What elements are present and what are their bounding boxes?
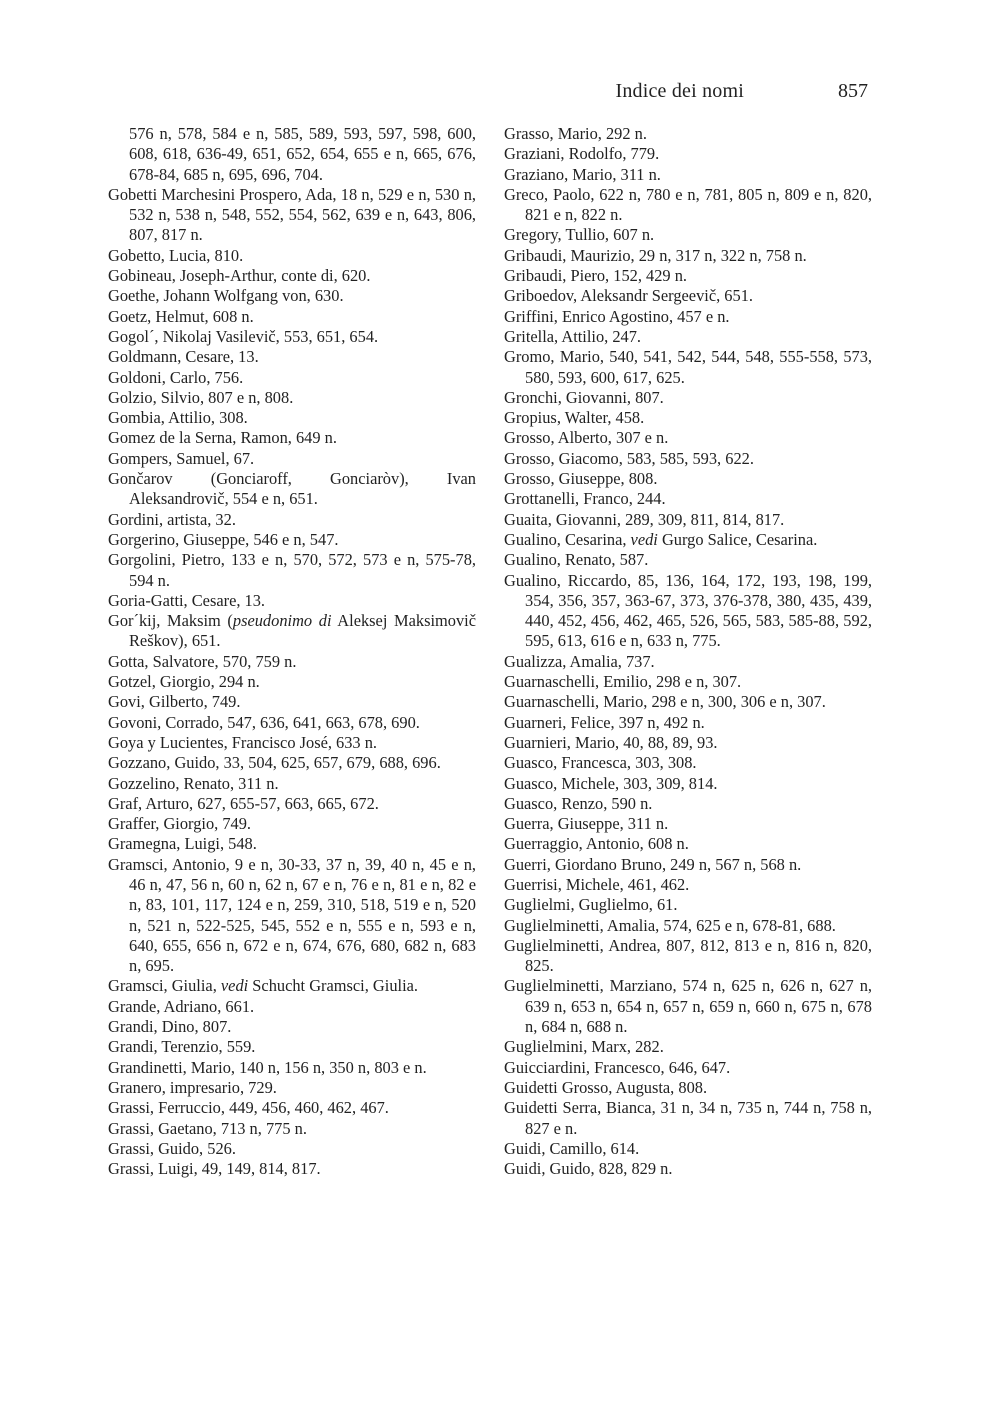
index-entry-text: Guarnaschelli, Emilio, 298 e n, 307.: [504, 672, 742, 692]
index-entry-text: Guicciardini, Francesco, 646, 647.: [504, 1057, 731, 1077]
index-entry-text: Guasco, Francesca, 303, 308.: [504, 753, 697, 773]
index-entry-text: Guarneri, Felice, 397 n, 492 n.: [504, 712, 705, 732]
index-entry-text: Gorgolini, Pietro, 133 e n, 570, 572, 573 e n, 575-78, 594 n.: [108, 550, 476, 590]
index-entry: [504, 185, 872, 226]
index-entry: [108, 368, 476, 388]
index-entry-text: Grassi, Ferruccio, 449, 456, 460, 462, 467.: [108, 1098, 389, 1118]
index-entry: [108, 652, 476, 672]
index-entry-text: Gritella, Attilio, 247.: [504, 326, 642, 346]
index-entry-text: Guasco, Michele, 303, 309, 814.: [504, 773, 718, 793]
index-entry: [504, 774, 872, 794]
index-entry-text: Guarnaschelli, Mario, 298 e n, 300, 306 e n, 307.: [504, 692, 826, 712]
index-entry: [108, 997, 476, 1017]
index-entry-text: Gotta, Salvatore, 570, 759 n.: [108, 651, 297, 671]
index-entry-text: Grassi, Gaetano, 713 n, 775 n.: [108, 1118, 307, 1138]
index-entry: [504, 855, 872, 875]
index-entry: [108, 327, 476, 347]
index-entry: [504, 895, 872, 915]
index-entry-text: Gombia, Attilio, 308.: [108, 408, 248, 428]
index-entry: [504, 165, 872, 185]
index-entry: [108, 469, 476, 510]
index-entry: [108, 388, 476, 408]
index-entry-text: Goria-Gatti, Cesare, 13.: [108, 590, 266, 610]
index-entry: [108, 1017, 476, 1037]
index-entry: [108, 976, 476, 996]
index-entry: [504, 733, 872, 753]
index-entry-text: Gobineau, Joseph-Arthur, conte di, 620.: [108, 266, 371, 286]
index-entry: [108, 347, 476, 367]
index-entry-text: Guerrisi, Michele, 461, 462.: [504, 874, 690, 894]
index-entry-text: Schucht Gramsci, Giulia.: [248, 976, 418, 996]
index-entry: [108, 307, 476, 327]
index-entry-text: Goetz, Helmut, 608 n.: [108, 306, 254, 326]
index-entry: [504, 713, 872, 733]
index-entry-text: Gualino, Renato, 587.: [504, 550, 649, 570]
index-entry: [504, 976, 872, 1037]
index-entry-text: Greco, Paolo, 622 n, 780 e n, 781, 805 n, 809 e n, 820, 821 e n, 822 n.: [504, 184, 872, 225]
index-entry: [108, 591, 476, 611]
index-entry: [108, 449, 476, 469]
index-entry: [108, 713, 476, 733]
index-entry: [108, 814, 476, 834]
index-entry: [504, 388, 872, 408]
index-entry-italic-text: vedi: [220, 976, 249, 996]
index-entry-text: Gotzel, Giorgio, 294 n.: [108, 672, 260, 692]
index-entry-text: Guglielmini, Marx, 282.: [504, 1037, 664, 1057]
index-entry: [108, 185, 476, 246]
index-entry: [504, 1078, 872, 1098]
index-entry-text: Guarnieri, Mario, 40, 88, 89, 93.: [504, 732, 718, 752]
index-entry: [504, 1159, 872, 1179]
index-entry-text: Graziani, Rodolfo, 779.: [504, 144, 660, 164]
index-entry: [108, 550, 476, 591]
index-entry-text: Guaita, Giovanni, 289, 309, 811, 814, 817.: [504, 509, 785, 529]
index-entry-text: Gončarov (Gonciaroff, Gonciaròv), Ivan Aleksandrovič, 554 e n, 651.: [108, 469, 476, 509]
index-entry: [504, 327, 872, 347]
index-entry-text: Gregory, Tullio, 607 n.: [504, 225, 655, 245]
index-entry: [504, 469, 872, 489]
page-number: 857: [838, 80, 868, 102]
index-entry-text: Gor´kij, Maksim (: [108, 611, 233, 631]
index-entry-text: Goya y Lucientes, Francisco José, 633 n.: [108, 732, 378, 752]
index-entry: [504, 408, 872, 428]
index-entry-text: Gozzelino, Renato, 311 n.: [108, 773, 279, 793]
index-entry-text: Guerra, Giuseppe, 311 n.: [504, 814, 669, 834]
index-entry-text: Gramsci, Giulia,: [108, 976, 221, 996]
index-entry: [108, 1119, 476, 1139]
index-entry-text: Govoni, Corrado, 547, 636, 641, 663, 678, 690.: [108, 712, 420, 732]
index-entry-text: Gribaudi, Maurizio, 29 n, 317 n, 322 n, 758 n.: [504, 245, 807, 265]
index-entry-text: Graffer, Giorgio, 749.: [108, 814, 252, 834]
index-entry-text: Gorgerino, Giuseppe, 546 e n, 547.: [108, 529, 339, 549]
index-entry-text: Gomez de la Serna, Ramon, 649 n.: [108, 428, 337, 448]
index-entry: [504, 225, 872, 245]
index-entry: [504, 1098, 872, 1139]
index-entry: [108, 246, 476, 266]
index-entry-text: Gualizza, Amalia, 737.: [504, 651, 655, 671]
index-entry: [504, 428, 872, 448]
index-entry: [108, 774, 476, 794]
index-entry: [108, 266, 476, 286]
index-entry: [108, 692, 476, 712]
index-entry-text: Grosso, Alberto, 307 e n.: [504, 428, 669, 448]
index-entry-text: Grandinetti, Mario, 140 n, 156 n, 350 n, 803 e n.: [108, 1057, 427, 1077]
index-entry: [504, 692, 872, 712]
index-entry: [504, 652, 872, 672]
index-entry-text: Guglielminetti, Andrea, 807, 812, 813 e n, 816 n, 820, 825.: [504, 935, 872, 976]
index-entry: [108, 510, 476, 530]
page-header: [108, 80, 870, 108]
index-entry: [108, 733, 476, 753]
index-entry-text: Grande, Adriano, 661.: [108, 996, 255, 1016]
index-entry-text: Aleksej Maksimovič Reškov), 651.: [129, 611, 476, 651]
index-entry-text: Grosso, Giuseppe, 808.: [504, 469, 658, 489]
index-entry-text: Gobetto, Lucia, 810.: [108, 245, 244, 265]
index-entry: [108, 1139, 476, 1159]
index-entry-text: Guerraggio, Antonio, 608 n.: [504, 834, 689, 854]
index-entry-text: Gurgo Salice, Cesarina.: [657, 529, 818, 549]
index-entry-text: Griffini, Enrico Agostino, 457 e n.: [504, 306, 730, 326]
index-entry: [108, 1098, 476, 1118]
index-entry-text: Griboedov, Aleksandr Sergeevič, 651.: [504, 286, 753, 306]
index-entry-text: Guglielmi, Guglielmo, 61.: [504, 895, 678, 915]
index-entry-text: Gromo, Mario, 540, 541, 542, 544, 548, 555-558, 573, 580, 593, 600, 617, 625.: [504, 347, 872, 387]
index-entry: [108, 753, 476, 773]
index-entry: [504, 753, 872, 773]
index-entry: [504, 1139, 872, 1159]
index-entry: [504, 510, 872, 530]
index-entry: [504, 1058, 872, 1078]
index-entry-text: Grassi, Luigi, 49, 149, 814, 817.: [108, 1159, 321, 1179]
index-entry-text: Guasco, Renzo, 590 n.: [504, 793, 653, 813]
index-entry-text: Guidetti Serra, Bianca, 31 n, 34 n, 735 n, 744 n, 758 n, 827 e n.: [504, 1098, 872, 1138]
index-entry: [504, 144, 872, 164]
index-entry-text: Grandi, Dino, 807.: [108, 1017, 232, 1037]
index-entry: [504, 875, 872, 895]
index-entry-text: Grassi, Guido, 526.: [108, 1138, 236, 1158]
index-entry: [504, 794, 872, 814]
index-entry-text: Guerri, Giordano Bruno, 249 n, 567 n, 568 n.: [504, 854, 802, 874]
index-column-left: [108, 124, 476, 1179]
index-entry: [504, 449, 872, 469]
index-entry-italic-text: vedi: [630, 529, 658, 549]
index-entry-text: Gramegna, Luigi, 548.: [108, 834, 257, 854]
index-entry-text: Graf, Arturo, 627, 655-57, 663, 665, 672.: [108, 793, 379, 813]
index-entry-text: Golzio, Silvio, 807 e n, 808.: [108, 387, 294, 407]
index-entry-text: Grasso, Mario, 292 n.: [504, 124, 647, 143]
index-entry: [108, 408, 476, 428]
index-entry-text: Gozzano, Guido, 33, 504, 625, 657, 679, 688, 696.: [108, 753, 441, 773]
index-entry-text: Guglielminetti, Marziano, 574 n, 625 n, 626 n, 627 n, 639 n, 653 n, 654 n, 657 n, 659 n, 660 n, 675 n, 678 n, 684 n, 688 n.: [504, 976, 872, 1037]
index-entry-text: Goldmann, Cesare, 13.: [108, 347, 259, 367]
index-entry: [504, 307, 872, 327]
index-entry-text: Gogol´, Nikolaj Vasilevič, 553, 651, 654.: [108, 326, 379, 346]
index-entry: [504, 672, 872, 692]
index-entry: [504, 489, 872, 509]
index-entry: [504, 124, 872, 144]
index-entry: [504, 246, 872, 266]
index-entry-text: Gronchi, Giovanni, 807.: [504, 387, 664, 407]
index-entry: [108, 834, 476, 854]
index-entry-italic-text: pseudonimo di: [232, 611, 332, 631]
index-entry: [108, 855, 476, 977]
running-title: Indice dei nomi: [615, 80, 744, 102]
index-entry-text: Guidi, Guido, 828, 829 n.: [504, 1159, 673, 1179]
index-entry-text: Granero, impresario, 729.: [108, 1077, 277, 1097]
index-entry: [108, 1058, 476, 1078]
index-entry: [504, 286, 872, 306]
index-entry: [504, 571, 872, 652]
index-entry: [504, 834, 872, 854]
index-entry: [108, 530, 476, 550]
index-entry-text: Grandi, Terenzio, 559.: [108, 1037, 256, 1057]
index-entry: [108, 428, 476, 448]
index-entry: [108, 672, 476, 692]
index-entry-text: Guglielminetti, Amalia, 574, 625 e n, 678-81, 688.: [504, 915, 836, 935]
index-entry-text: Guidi, Camillo, 614.: [504, 1138, 640, 1158]
index-entry: [504, 530, 872, 550]
index-entry: [504, 266, 872, 286]
index-entry-text: Graziano, Mario, 311 n.: [504, 164, 661, 184]
index-entry: [108, 124, 476, 185]
index-entry-text: Gordini, artista, 32.: [108, 509, 236, 529]
index-entry-text: Grottanelli, Franco, 244.: [504, 489, 666, 509]
index-entry-text: Gualino, Cesarina,: [504, 529, 631, 549]
index-entry: [504, 550, 872, 570]
index-entry: [504, 347, 872, 388]
index-entry-text: Goldoni, Carlo, 756.: [108, 367, 244, 387]
index-entry: [504, 814, 872, 834]
index-entry-text: Guidetti Grosso, Augusta, 808.: [504, 1077, 708, 1097]
index-entry-text: 576 n, 578, 584 e n, 585, 589, 593, 597, 598, 600, 608, 618, 636-49, 651, 652, 654, 655 e n, 665, 676, 678-84, 685 n, 695, 696, 704.: [129, 124, 476, 184]
index-entry: [504, 916, 872, 936]
index-entry: [108, 1078, 476, 1098]
index-entry-text: Gompers, Samuel, 67.: [108, 448, 255, 468]
index-entry: [108, 794, 476, 814]
index-entry-text: Gropius, Walter, 458.: [504, 408, 645, 428]
index-entry: [108, 1159, 476, 1179]
index-entry-text: Govi, Gilberto, 749.: [108, 692, 241, 712]
index-entry: [108, 611, 476, 652]
index-entry-text: Goethe, Johann Wolfgang von, 630.: [108, 286, 344, 306]
index-entry-text: Grosso, Giacomo, 583, 585, 593, 622.: [504, 448, 754, 468]
index-entry: [504, 936, 872, 977]
index-entry: [504, 1037, 872, 1057]
index-entry: [108, 286, 476, 306]
index-entry-text: Gribaudi, Piero, 152, 429 n.: [504, 266, 688, 286]
index-entry-text: Gualino, Riccardo, 85, 136, 164, 172, 193, 198, 199, 354, 356, 357, 363-67, 373, 376-378, 380, 435, 439, 440, 452, 456, 462, 465, 526, 565, 583, 585-88, 592, 595, 613, 616 e n, 633 n, 775.: [504, 570, 872, 651]
index-entry-text: Gobetti Marchesini Prospero, Ada, 18 n, 529 e n, 530 n, 532 n, 538 n, 548, 552, 554, 562, 639 e n, 643, 806, 807, 817 n.: [108, 184, 476, 245]
index-entry: [108, 1037, 476, 1057]
index-column-right: [504, 124, 872, 1179]
index-entry-text: Gramsci, Antonio, 9 e n, 30-33, 37 n, 39, 40 n, 45 e n, 46 n, 47, 56 n, 60 n, 62 n, 67 e n, 76 e n, 81 e n, 82 e n, 83, 101, 117, 124 e n, 259, 310, 518, 519 e n, 520 n, 521 n, 522-525, 545, 552 e n, 555 e n, 593 e n, 640, 655, 656 n, 672 e n, 674, 676, 680, 682 n, 683 n, 695.: [108, 854, 476, 976]
